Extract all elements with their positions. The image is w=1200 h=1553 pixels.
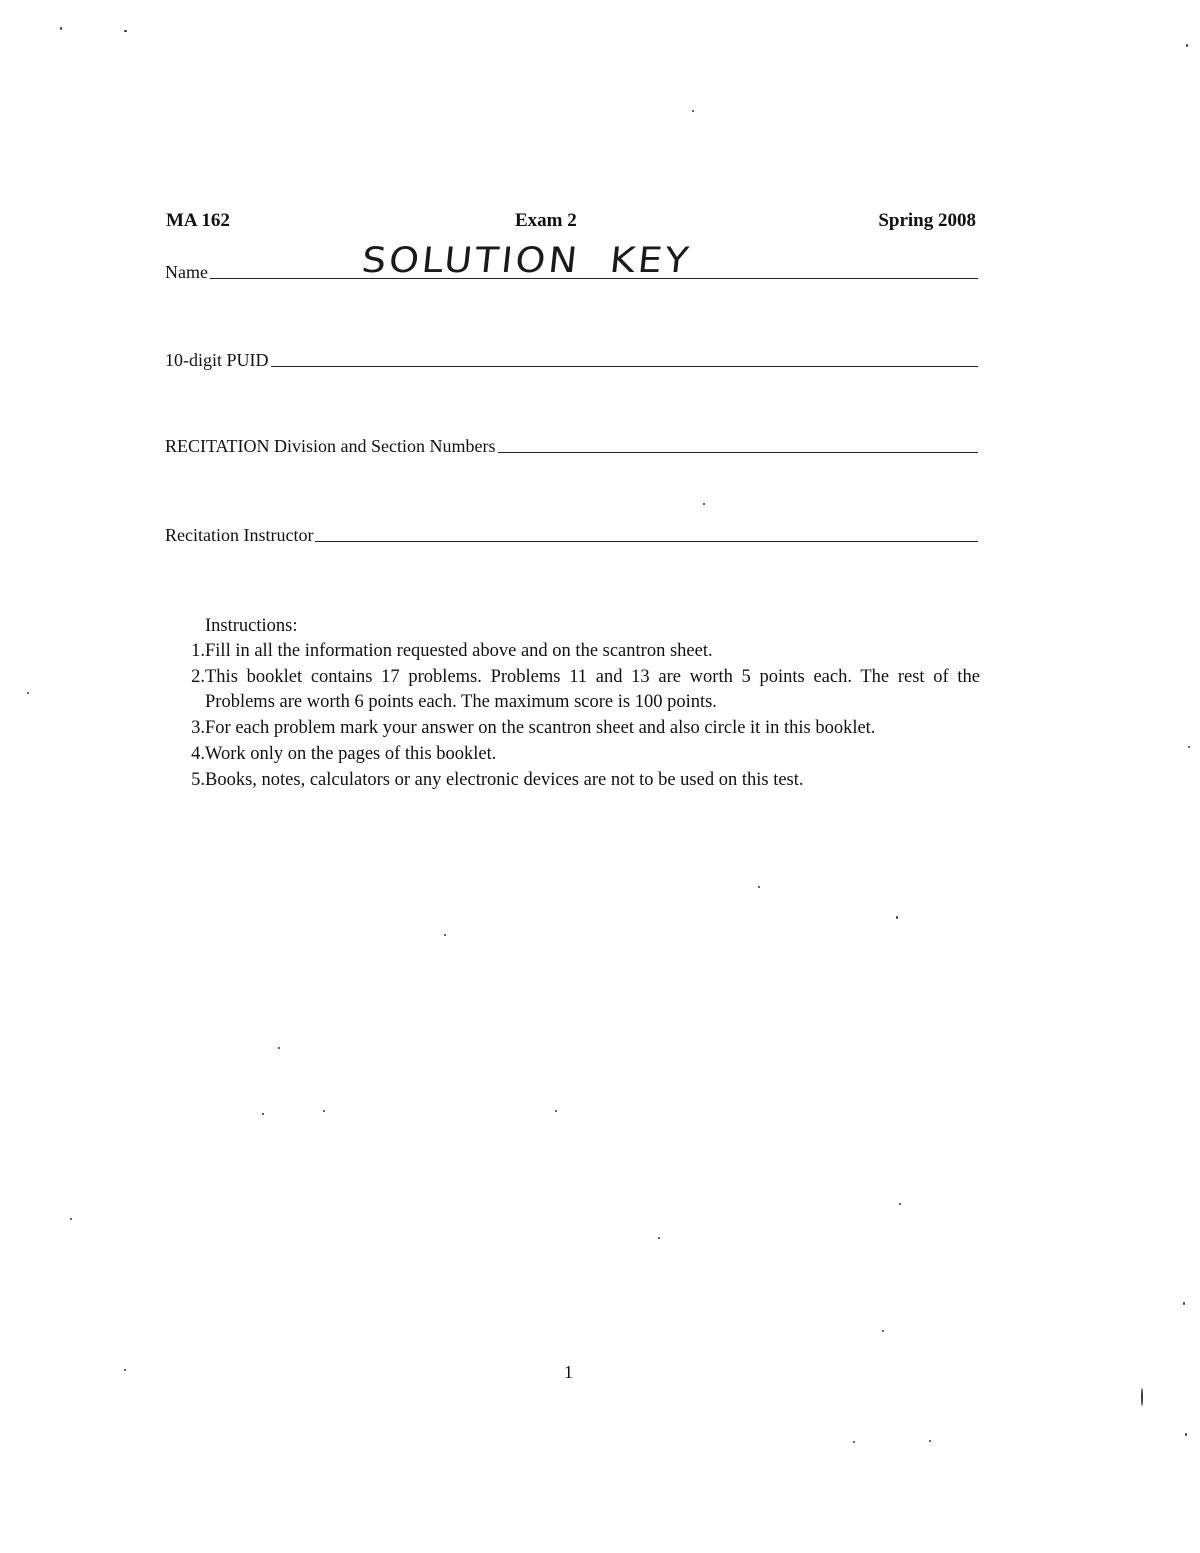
puid-field <box>165 350 978 371</box>
handwritten-name: SOLUTION KEY <box>359 239 694 281</box>
item-text: Fill in all the information requested above and on the scantron sheet. <box>205 641 713 661</box>
scan-speck <box>1185 1433 1187 1436</box>
scan-speck <box>882 1330 884 1332</box>
instructor-field <box>165 525 978 546</box>
item-number: 4. <box>191 744 205 764</box>
instructions-block <box>165 614 980 793</box>
course-code: MA 162 <box>166 210 230 231</box>
recitation-label: RECITATION Division and Section Numbers <box>165 436 496 456</box>
scan-speck <box>27 692 29 694</box>
item-text: For each problem mark your answer on the scantron sheet and also circle it in this booklet. <box>205 718 876 738</box>
item-number: 1. <box>191 641 205 661</box>
item-text: Work only on the pages of this booklet. <box>205 744 497 764</box>
scan-speck <box>262 1113 264 1115</box>
scan-speck <box>1183 1302 1185 1305</box>
list-item <box>165 742 980 767</box>
scan-speck <box>124 30 127 32</box>
instructor-label: Recitation Instructor <box>165 525 314 545</box>
exam-term: Spring 2008 <box>878 210 976 231</box>
scan-speck <box>323 1110 325 1112</box>
scan-speck <box>896 916 898 919</box>
recitation-field <box>165 436 978 457</box>
scan-speck <box>658 1237 660 1239</box>
item-number: 5. <box>191 770 205 790</box>
instructions-list <box>165 639 980 793</box>
scan-speck <box>444 934 446 936</box>
scan-speck <box>278 1047 280 1049</box>
scan-speck <box>1141 1388 1143 1406</box>
puid-underline <box>271 366 979 367</box>
puid-label: 10-digit PUID <box>165 350 269 370</box>
scan-speck <box>124 1369 126 1371</box>
scan-speck <box>929 1440 931 1442</box>
scan-speck <box>703 503 705 505</box>
instructor-underline <box>315 541 978 542</box>
scan-speck <box>60 27 62 30</box>
page-number: 1 <box>564 1362 573 1382</box>
instructions-heading: Instructions: <box>205 616 298 636</box>
scan-speck <box>853 1441 855 1443</box>
scan-speck <box>555 1110 557 1112</box>
item-text: This booklet contains 17 problems. Problems 11 and 13 are worth 5 points each. The rest of the Problems are worth 6 points each. The maximum score is 100 points. <box>205 667 980 712</box>
exam-title: Exam 2 <box>515 210 577 231</box>
name-label: Name <box>165 262 208 282</box>
recitation-underline <box>498 452 978 453</box>
scan-speck <box>1186 44 1188 47</box>
scan-speck <box>1188 746 1190 748</box>
list-item <box>165 665 980 715</box>
scan-speck <box>70 1218 72 1220</box>
item-text: Books, notes, calculators or any electronic devices are not to be used on this test. <box>205 770 804 790</box>
scan-speck <box>692 110 694 112</box>
scan-speck <box>899 1203 901 1205</box>
item-number: 3. <box>191 718 205 738</box>
list-item <box>165 768 980 793</box>
item-number: 2. <box>191 667 205 687</box>
list-item <box>165 639 980 664</box>
list-item <box>165 716 980 741</box>
scan-speck <box>758 886 760 888</box>
